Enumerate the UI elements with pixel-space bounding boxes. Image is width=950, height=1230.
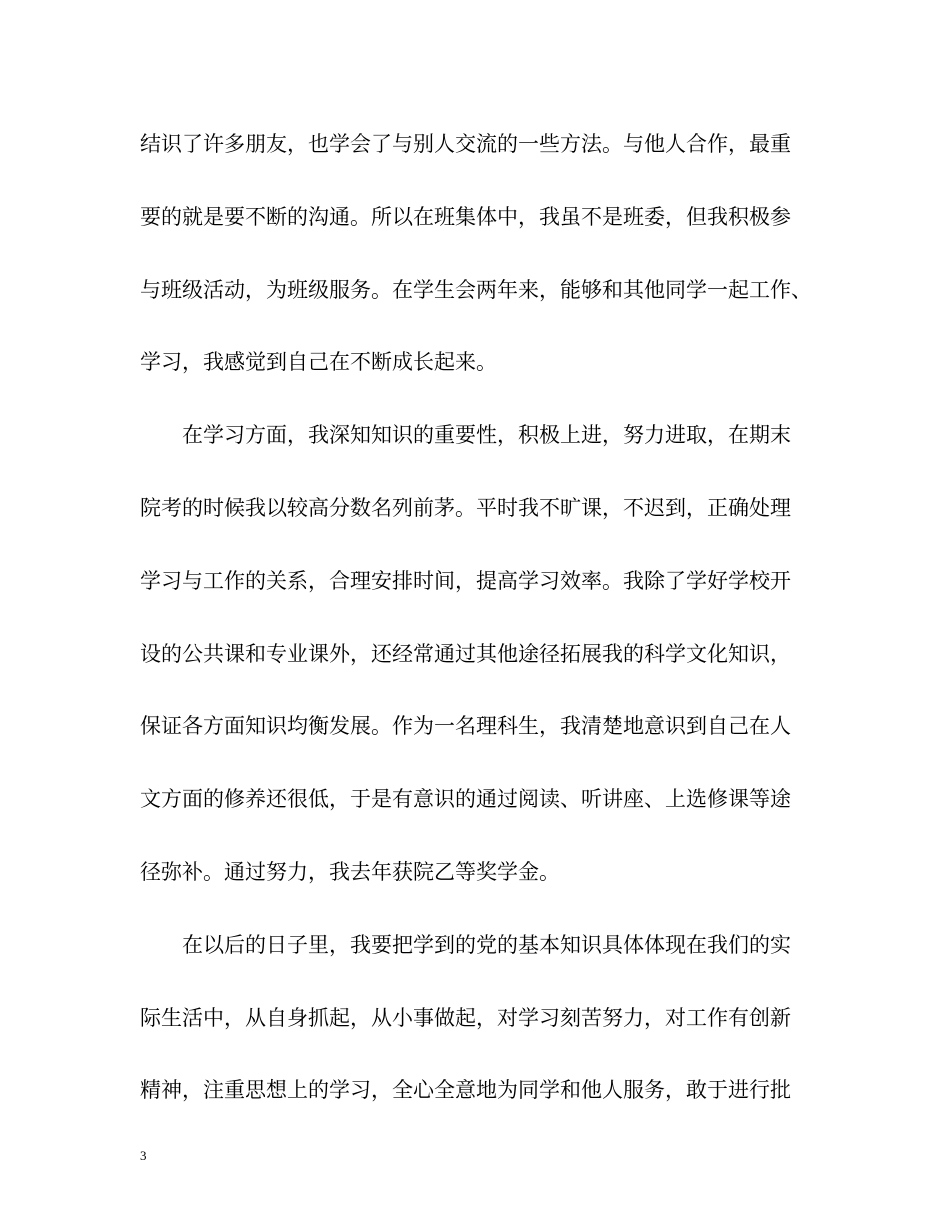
text-line: 院考的时候我以较高分数名列前茅。平时我不旷课，不迟到，正确处理 [140, 495, 791, 520]
body-text [140, 118, 830, 1137]
page-number: 3 [140, 1148, 147, 1163]
text-line: 际生活中，从自身抓起，从小事做起，对学习刻苦努力，对工作有创新 [140, 1005, 791, 1030]
paragraph-start-line: 在学习方面，我深知知识的重要性，积极上进，努力进取，在期末 [182, 423, 791, 448]
text-line: 精神，注重思想上的学习，全心全意地为同学和他人服务，敢于进行批 [140, 1078, 791, 1103]
paragraph-start-line: 在以后的日子里，我要把学到的党的基本知识具体体现在我们的实 [182, 932, 791, 957]
text-line: 学习，我感觉到自己在不断成长起来。 [140, 350, 497, 375]
text-line: 学习与工作的关系，合理安排时间，提高学习效率。我除了学好学校开 [140, 568, 791, 593]
text-line: 结识了许多朋友，也学会了与别人交流的一些方法。与他人合作，最重 [140, 132, 791, 156]
text-line: 设的公共课和专业课外，还经常通过其他途径拓展我的科学文化知识， [140, 641, 791, 666]
text-line: 与班级活动，为班级服务。在学生会两年来，能够和其他同学一起工作、 [140, 277, 812, 302]
text-line: 径弥补。通过努力，我去年获院乙等奖学金。 [140, 859, 560, 884]
text-line: 保证各方面知识均衡发展。作为一名理科生，我清楚地意识到自己在人 [140, 714, 791, 739]
text-line: 要的就是要不断的沟通。所以在班集体中，我虽不是班委，但我积极参 [140, 204, 791, 229]
text-line: 文方面的修养还很低，于是有意识的通过阅读、听讲座、上选修课等途 [140, 787, 791, 812]
